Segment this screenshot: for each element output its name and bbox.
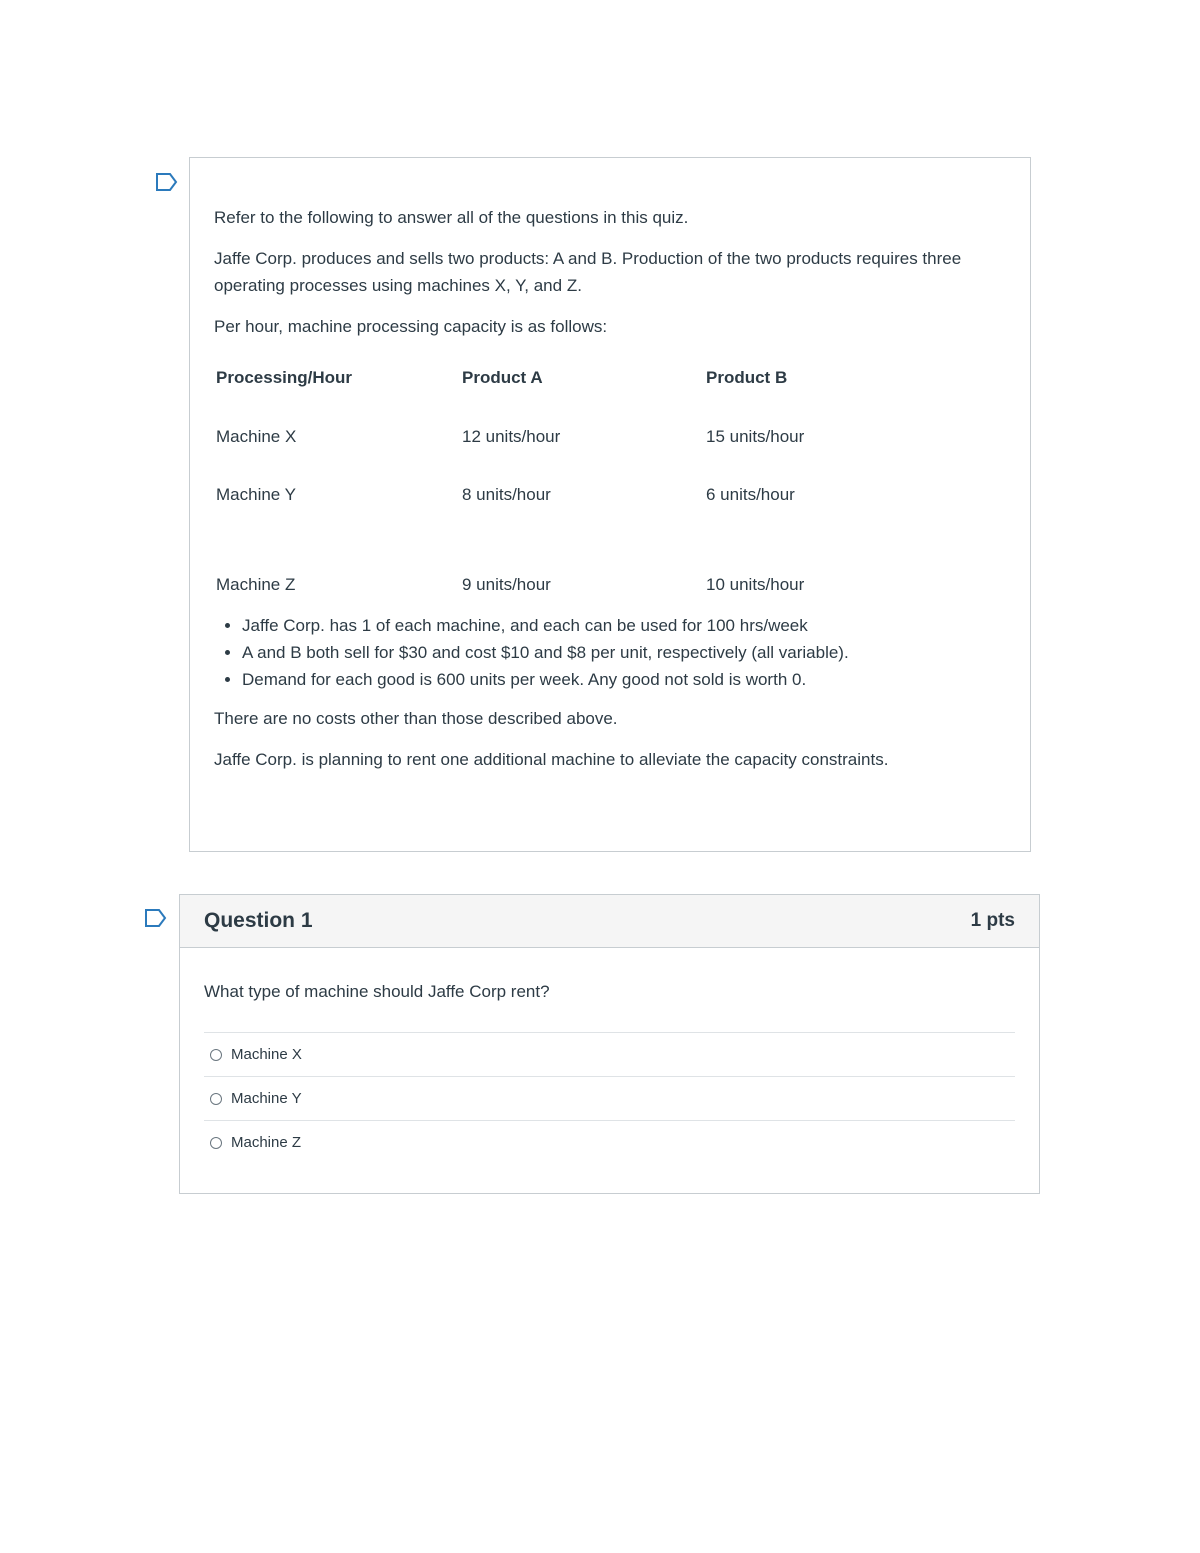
list-item: • Jaffe Corp. has 1 of each machine, and each can be used for 100 hrs/week — [242, 612, 1006, 639]
answer-label: Machine X — [231, 1046, 302, 1063]
answer-list — [204, 1032, 1015, 1164]
intro-paragraph-3: Per hour, machine processing capacity is as follows: — [214, 317, 608, 336]
table-cell: 8 units/hour — [462, 484, 551, 504]
answer-label: Machine Z — [231, 1134, 302, 1151]
answer-option-machine-y[interactable] — [204, 1077, 1015, 1121]
answer-option-machine-z[interactable] — [204, 1121, 1015, 1164]
table-header-product-a: Product A — [462, 367, 543, 387]
table-cell: Machine Z — [216, 575, 296, 594]
facts-list — [214, 612, 1006, 693]
intro-paragraph-2: Jaffe Corp. produces and sells two products: A and B. Production of the two products requires three operating processes using machines X, Y, and Z. — [214, 249, 962, 295]
answer-option-machine-x[interactable] — [204, 1033, 1015, 1077]
intro-paragraph-1: Refer to the following to answer all of the questions in this quiz. — [214, 208, 689, 227]
answer-label: Machine Y — [231, 1090, 302, 1107]
table-cell: 10 units/hour — [706, 575, 805, 594]
capacity-table — [214, 362, 934, 598]
table-cell: Machine Y — [216, 484, 297, 504]
table-header-product-b: Product B — [706, 367, 788, 387]
radio-icon[interactable] — [210, 1049, 222, 1061]
list-item: • Demand for each good is 600 units per week. Any good not sold is worth 0. — [242, 666, 1006, 693]
table-cell: Machine X — [216, 426, 297, 446]
table-cell: 6 units/hour — [706, 484, 795, 504]
table-row — [214, 392, 934, 480]
table-cell: 15 units/hour — [706, 426, 805, 446]
intro-paragraph-5: Jaffe Corp. is planning to rent one additional machine to alleviate the capacity constraints. — [214, 750, 889, 769]
radio-icon[interactable] — [210, 1137, 222, 1149]
radio-icon[interactable] — [210, 1093, 222, 1105]
question-body — [180, 948, 1039, 1164]
question-points: 1 pts — [970, 910, 1015, 931]
intro-paragraph-4: There are no costs other than those described above. — [214, 709, 618, 728]
table-cell: 9 units/hour — [462, 575, 551, 594]
quiz-intro-text — [189, 157, 1031, 852]
question-header — [180, 895, 1039, 948]
question-text: What type of machine should Jaffe Corp rent? — [204, 982, 550, 1001]
table-row — [214, 508, 934, 598]
question-title: Question 1 — [204, 909, 313, 932]
table-row — [214, 480, 934, 508]
list-item: • A and B both sell for $30 and cost $10 and $8 per unit, respectively (all variable). — [242, 639, 1006, 666]
table-header-processing: Processing/Hour — [216, 367, 353, 387]
flag-question-icon[interactable] — [144, 908, 168, 928]
table-cell: 12 units/hour — [462, 426, 561, 446]
question-card — [179, 894, 1040, 1194]
flag-question-icon[interactable] — [155, 172, 179, 192]
